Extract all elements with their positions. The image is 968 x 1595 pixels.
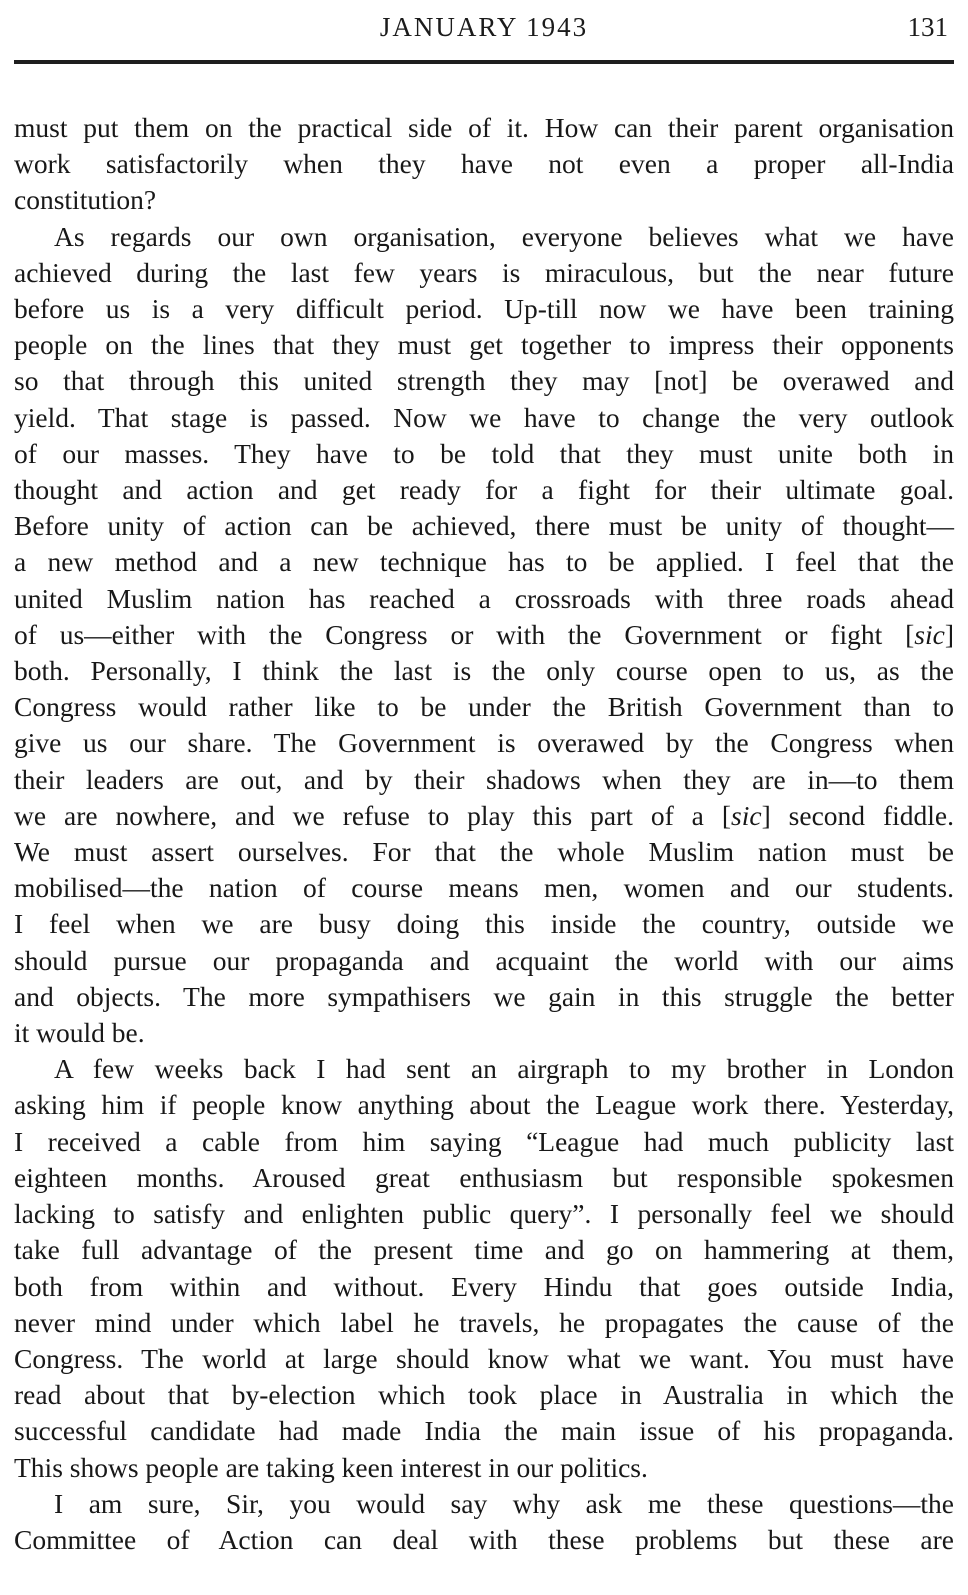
text-line: As regards our own organisation, everyone believes what we have: [54, 220, 954, 252]
text-line: successful candidate had made India the main issue of his propaganda.: [14, 1415, 954, 1447]
text-line: give us our share. The Government is overawed by the Congress when: [14, 727, 954, 759]
text-line: asking him if people know anything about the League work there. Yesterday,: [14, 1089, 954, 1121]
text-line: work satisfactorily when they have not even a proper all-India: [14, 148, 954, 180]
text-line: both. Personally, I think the last is the only course open to us, as the: [14, 655, 954, 687]
text-line: lacking to satisfy and enlighten public query”. I personally feel we should: [14, 1198, 954, 1230]
paragraph: [14, 110, 954, 219]
text-line: it would be.: [14, 1017, 145, 1049]
paragraph: [14, 219, 954, 1052]
text-line: united Muslim nation has reached a crossroads with three roads ahead: [14, 582, 954, 614]
text-line: Before unity of action can be achieved, there must be unity of thought—: [14, 510, 954, 542]
text-line: I received a cable from him saying “League had much publicity last: [14, 1125, 954, 1157]
text-line: eighteen months. Aroused great enthusiasm but responsible spokesmen: [14, 1161, 954, 1193]
paragraph: [14, 1486, 954, 1558]
text-line: I feel when we are busy doing this inside the country, outside we: [14, 908, 954, 940]
text-line: A few weeks back I had sent an airgraph to my brother in London: [54, 1053, 954, 1085]
text-line: constitution?: [14, 184, 157, 216]
text-line: of our masses. They have to be told that they must unite both in: [14, 437, 954, 469]
text-line: people on the lines that they must get together to impress their opponents: [14, 329, 954, 361]
text-line: their leaders are out, and by their shadows when they are in—to them: [14, 763, 954, 795]
text-line: read about that by-election which took place in Australia in which the: [14, 1379, 954, 1411]
page-number: 131: [907, 12, 948, 42]
text-line: and objects. The more sympathisers we gain in this struggle the better: [14, 980, 954, 1012]
header-title: JANUARY 1943: [379, 12, 589, 42]
text-line: Congress. The world at large should know what we want. You must have: [14, 1342, 954, 1374]
text-line: yield. That stage is passed. Now we have to change the very outlook: [14, 401, 954, 433]
text-line: of us—either with the Congress or with the Government or fight [sic]: [14, 618, 954, 650]
text-line: must put them on the practical side of it. How can their parent organisation: [14, 112, 954, 143]
text-line: should pursue our propaganda and acquaint the world with our aims: [14, 944, 954, 976]
text-line: we are nowhere, and we refuse to play this part of a [sic] second fiddle.: [14, 799, 954, 831]
paragraph: [14, 1051, 954, 1485]
text-line: both from within and without. Every Hindu that goes outside India,: [14, 1270, 954, 1302]
page-body: [14, 110, 954, 1558]
text-line: thought and action and get ready for a fight for their ultimate goal.: [14, 474, 954, 506]
text-line: achieved during the last few years is miraculous, but the near future: [14, 256, 954, 288]
text-line: take full advantage of the present time and go on hammering at them,: [14, 1234, 954, 1266]
running-header: [14, 10, 954, 44]
text-line: I am sure, Sir, you would say why ask me these questions—the: [54, 1487, 954, 1519]
text-line: before us is a very difficult period. Up-till now we have been training: [14, 293, 954, 325]
text-line: This shows people are taking keen interest in our politics.: [14, 1451, 648, 1483]
header-rule: [14, 60, 954, 64]
text-line: a new method and a new technique has to be applied. I feel that the: [14, 546, 954, 578]
text-line: Committee of Action can deal with these problems but these are: [14, 1523, 954, 1555]
text-line: mobilised—the nation of course means men, women and our students.: [14, 872, 954, 904]
text-line: so that through this united strength they may [not] be overawed and: [14, 365, 954, 397]
text-line: Congress would rather like to be under the British Government than to: [14, 691, 954, 723]
text-line: We must assert ourselves. For that the whole Muslim nation must be: [14, 836, 954, 868]
text-line: never mind under which label he travels, he propagates the cause of the: [14, 1306, 954, 1338]
